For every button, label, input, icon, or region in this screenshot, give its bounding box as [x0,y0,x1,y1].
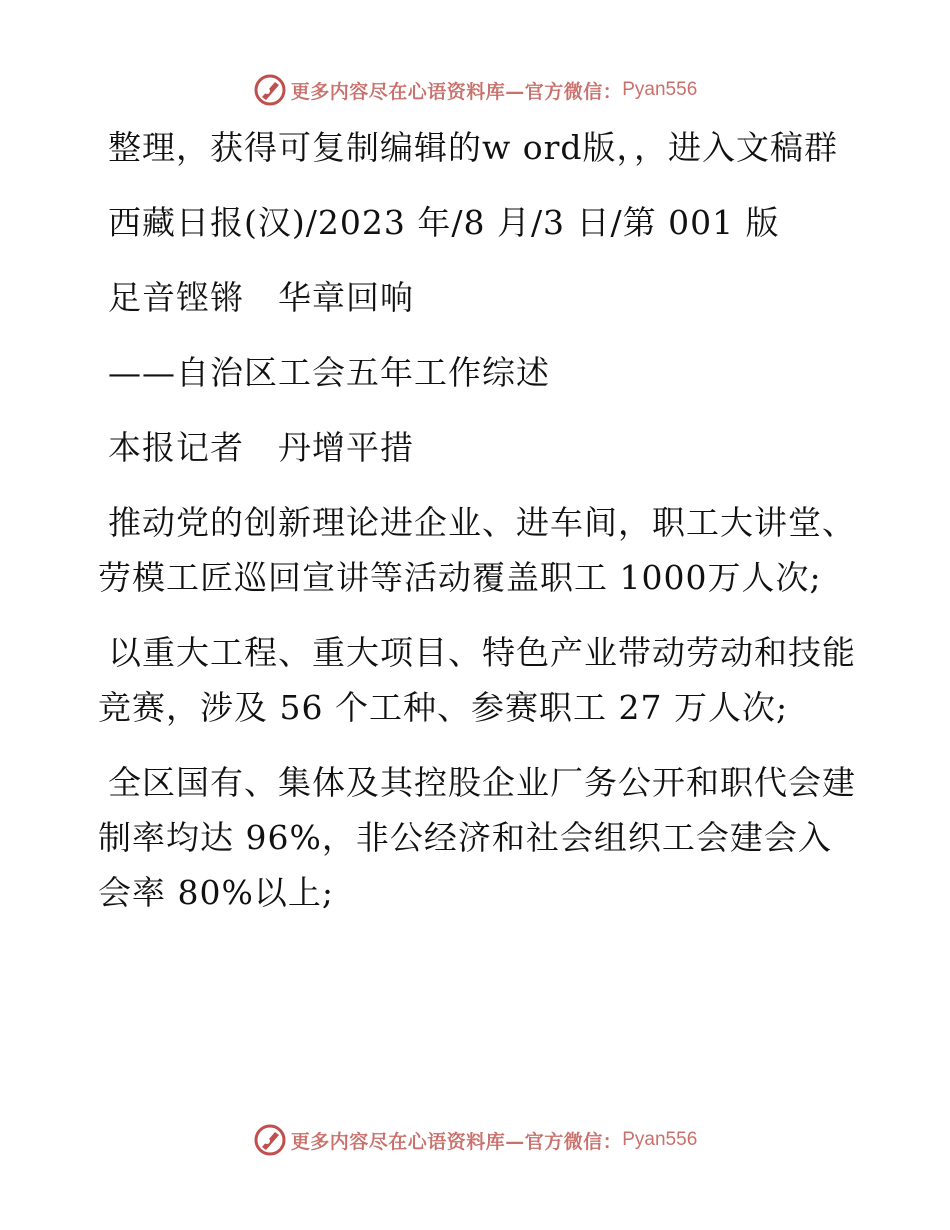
wechat-id: Pyan556 [622,79,698,100]
article-byline: 本报记者 丹增平措 [108,428,414,467]
paragraph-intro: 整理，获得可复制编辑的w ord版，，进入文稿群 [108,128,839,167]
paragraph-body-3: 全区国有、集体及其控股企业厂务公开和职代会建制率均达 96%，非公经济和社会组织工会建会入会率 80%以上; [98,763,856,912]
logo-icon [253,73,287,107]
paragraph-body-1: 推动党的创新理论进企业、进车间，职工大讲堂、劳模工匠巡回宣讲等活动覆盖职工 1000万人次; [98,503,856,597]
article-subtitle: ——自治区工会五年工作综述 [108,353,550,392]
banner-text: 更多内容尽在心语资料库—官方微信： [290,1130,623,1153]
paragraph-source: 西藏日报(汉)/2023 年/8 月/3 日/第 001 版 [108,203,780,242]
wechat-id: Pyan556 [622,1129,698,1150]
header-banner [0,70,950,110]
banner-text: 更多内容尽在心语资料库—官方微信： [290,80,623,103]
footer-banner [0,1120,950,1160]
document-body [98,120,858,940]
paragraph-body-2: 以重大工程、重大项目、特色产业带动劳动和技能竞赛，涉及 56 个工种、参赛职工 27 万人次; [98,633,856,727]
logo-icon [253,1123,287,1157]
article-title: 足音铿锵 华章回响 [108,278,414,317]
